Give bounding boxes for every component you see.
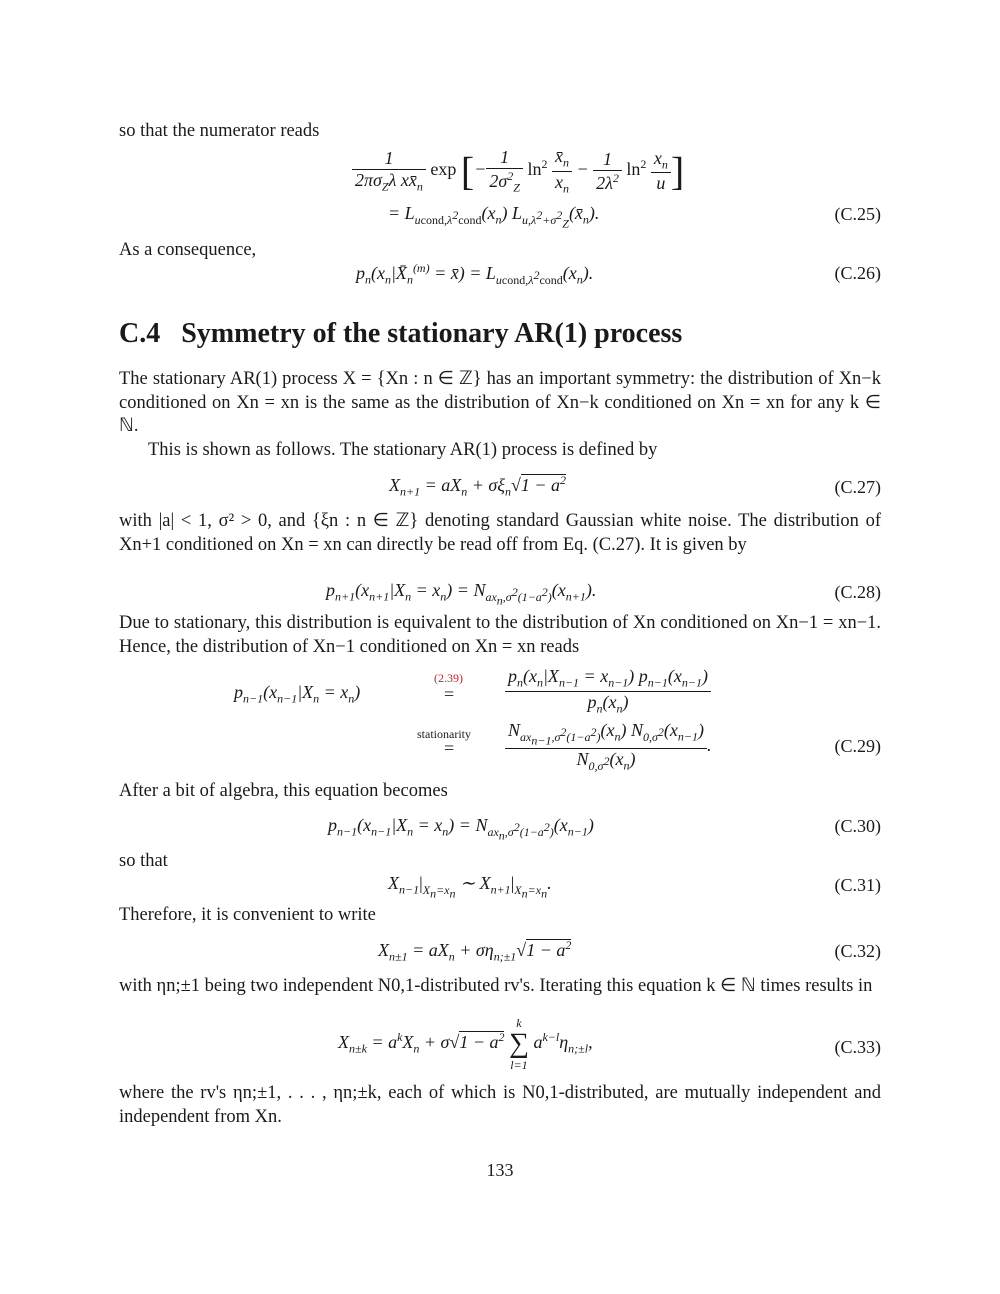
equation-number-c30: (C.30) bbox=[834, 816, 881, 836]
paragraph-noise: with |a| < 1, σ² > 0, and {ξn : n ∈ ℤ} denoting standard Gaussian white noise. The distribution of Xn+1 conditioned on Xn = xn can directly be read off from Eq. (C.27). It is given by bbox=[119, 511, 881, 555]
equation-c31: $X_{n-1}|_{X_n=x_n}$ ∼ $X_{n+1}|_{X_n=x_n}$. bbox=[388, 873, 552, 900]
equation-c29-lhs: $p_{n-1}(x_{n-1}|X_n = x_n)$ bbox=[234, 682, 361, 706]
equation-c27: $X_{n+1} = aX_n + \sigma\xi_n√1 - a^2$ bbox=[389, 473, 567, 499]
paragraph-so-that: so that bbox=[119, 851, 168, 871]
equation-number-c33: (C.33) bbox=[834, 1037, 881, 1057]
equation-number-c32: (C.32) bbox=[834, 941, 881, 961]
equals-sign-2: = bbox=[444, 738, 455, 758]
equation-number-c25: (C.25) bbox=[834, 204, 881, 224]
equation-c29-rhs2: $\frac{N_{ax_{n-1},\sigma^2(1-a^2)}(x_n) N_{0,\sigma^2}(x_{n-1})}{N_{0,\sigma^2}(x_n)}$ . bbox=[505, 720, 711, 774]
equation-number-c31: (C.31) bbox=[834, 875, 881, 895]
paragraph-algebra: After a bit of algebra, this equation becomes bbox=[119, 781, 448, 801]
equation-c30: $p_{n-1}(x_{n-1}|X_n = x_n) = N_{ax_n,\sigma^2(1-a^2)}(x_{n-1})$ bbox=[328, 815, 594, 842]
equation-c25-line1: $\frac{1}{2\pi\sigma_Z\lambda xx̄_n}$ exp [− $\frac{1}{2\sigma^2_Z}$ $\ln^2$ $\frac{x̄_n}{x_n}$ − $\frac{1}{2\lambda^2}$ $\ln^2$ $\frac{x_n}{u}$ ] bbox=[352, 146, 684, 196]
page-number: 133 bbox=[486, 1160, 514, 1180]
equation-number-c27: (C.27) bbox=[834, 477, 881, 497]
paragraph-therefore: Therefore, it is convenient to write bbox=[119, 905, 376, 925]
equation-c25-line2: = $L_{ucond,\lambda^2cond}(x_n)$ $L_{u,\lambda^2+\sigma^2_Z}(x̄_n)$. bbox=[388, 203, 600, 230]
equation-c26: $p_n(x_n|X̄_n^{(m)}$ = x̄) = $L_{ucond,\lambda^2cond}(x_n)$. bbox=[356, 261, 594, 287]
equals-sign-1: = bbox=[444, 684, 455, 704]
section-number: C.4 bbox=[119, 318, 161, 349]
equation-ref-239[interactable]: (2.39) bbox=[434, 671, 463, 685]
paragraph-stationary: Due to stationary, this distribution is equivalent to the distribution of Xn conditioned on Xn−1 = xn−1. Hence, the distribution of Xn−1 conditioned on Xn = xn reads bbox=[119, 613, 881, 657]
section-title: Symmetry of the stationary AR(1) process bbox=[181, 318, 683, 349]
section-heading bbox=[119, 318, 682, 350]
equation-c28: $p_{n+1}(x_{n+1}|X_n = x_n) = N_{ax_n,\sigma^2(1-a^2)}(x_{n+1})$. bbox=[326, 580, 597, 607]
equation-number-c28: (C.28) bbox=[834, 582, 881, 602]
numerator-intro: so that the numerator reads bbox=[119, 121, 320, 141]
paragraph-conclusion: where the rv's ηn;±1, . . . , ηn;±k, each of which is N0,1-distributed, are mutually independent and independent from Xn. bbox=[119, 1083, 881, 1127]
paragraph-symmetry: The stationary AR(1) process X = {Xn : n ∈ ℤ} has an important symmetry: the distribution of Xn−k conditioned on Xn = xn is the same as the distribution of Xn−k conditioned on Xn = xn for any k ∈ ℕ. bbox=[119, 369, 881, 436]
equation-c32: $X_{n\pm 1} = aX_n + \sigma\eta_{n;\pm 1}√1 - a^2$ bbox=[378, 938, 572, 964]
equation-number-c26: (C.26) bbox=[834, 263, 881, 283]
equation-c29-rhs1: $\frac{p_n(x_n|X_{n-1} = x_{n-1}) p_{n-1}(x_{n-1})}{p_n(x_n)}$ bbox=[505, 666, 711, 716]
consequence-text: As a consequence, bbox=[119, 240, 257, 260]
paragraph-definition: This is shown as follows. The stationary AR(1) process is defined by bbox=[148, 440, 658, 460]
equation-number-c29: (C.29) bbox=[834, 736, 881, 756]
equation-c33: $X_{n\pm k} = a^kX_n + \sigma√1 - a^2$ k ∑ l=1 $a^{k-l}\eta_{n;\pm l}$, bbox=[338, 1016, 593, 1072]
stationarity-label: stationarity bbox=[417, 727, 471, 741]
paragraph-independent: with ηn;±1 being two independent N0,1-distributed rv's. Iterating this equation k ∈ ℕ times results in bbox=[119, 976, 873, 996]
